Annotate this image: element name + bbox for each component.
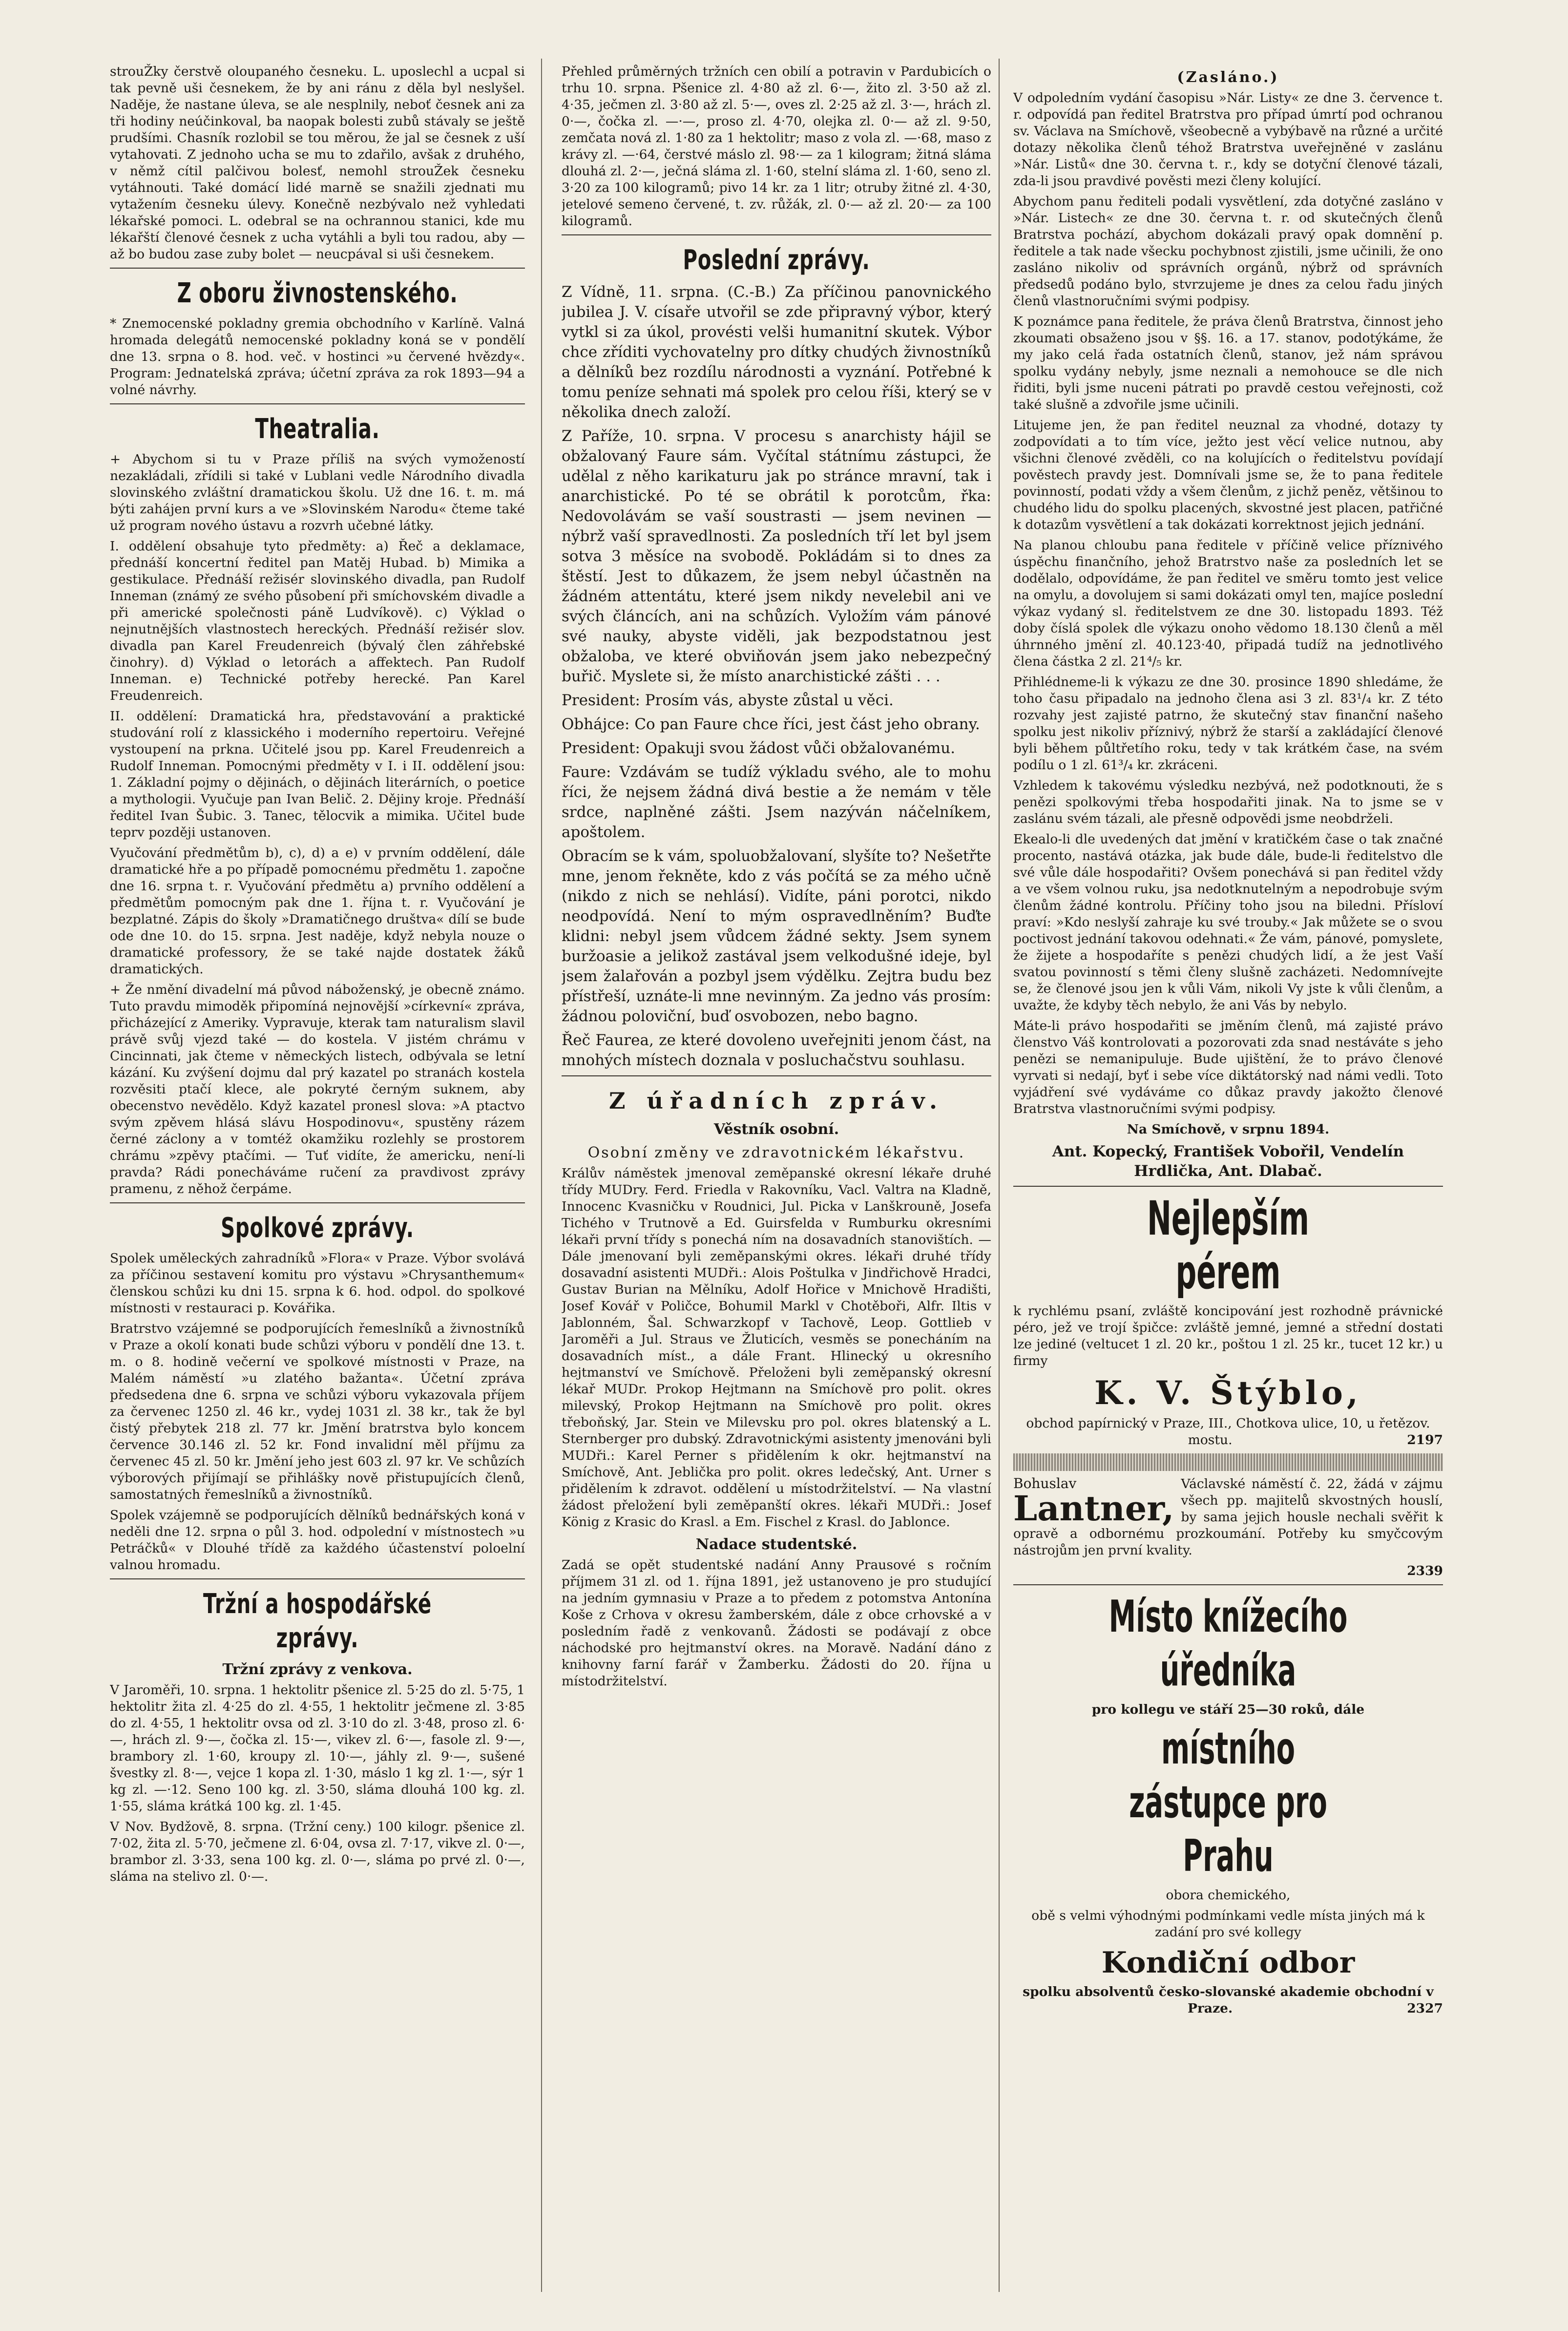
advert-firstname: Bohuslav <box>1013 1475 1077 1491</box>
news-item: Z Vídně, 11. srpna. (C.-B.) Za příčinou panovnického jubilea J. V. císaře utvořil se zde připravný výbor, který vytkl si za úkol, provésti velši humanitní skutek. Výbor chce zříditi vychovatelny pro dítky chudých živnostníků a dělníků bez rozdílu národnosti a vyznání. Potřebné k tomu peníze sehnati má spolek pro celou říši, který se v několika dnech založí. <box>562 283 991 421</box>
advert-lantner-name <box>1013 1475 1174 1529</box>
advert-title: Nejlepším pérem <box>1147 1191 1309 1300</box>
subheading: Tržní zprávy z venkova. <box>222 1661 413 1678</box>
divider-ornament <box>1013 1453 1443 1471</box>
news-item: Faure: Vzdávám se tudíž výkladu svého, ale to mohu říci, že nejsem žádná divá bestie a že nemám v těle srdce, naplněné zášti. Jsem nazýván náčelníkem, apoštolem. <box>562 763 991 841</box>
news-item: II. oddělení: Dramatická hra, představování a praktické studování rolí z klassického i moderního repertoiru. Veřejné vystoupení na prkna. Učitelé jsou pp. Karel Freudenreich a Rudolf Inneman. Pomocnými předměty v I. i II. oddělení jsou: 1. Základní pojmy o dějinách, o dějinách literárních, o poetice a mythologii. Vyučuje pan Ivan Belič. 2. Dějiny kroje. Přednáší ředitel Ivan Šubic. 3. Tanec, tělocvik a mimika. Učitel bude teprv později ustanoven. <box>110 709 525 840</box>
divider <box>562 1075 991 1076</box>
news-item: Z Paříže, 10. srpna. V procesu s anarchisty hájil se obžalovaný Faure sám. Vyčítal státnímu zástupci, že udělal z něho karikaturu jak po stránce mravní, tak i anarchistické. Po té se obrátil k porotcům, řka: Nedovolávám se vaší soustrasti — jsem nevinen — nýbrž vaší spravedlnosti. Za posledních tří let byl jsem sotva 3 měsíce na svobodě. Pokládám si to dnes za štěstí. Jest to důkazem, že jsem nebyl účastněn na žádném attentátu, které jsem nikdy nevelebil ani ve svých článcích, ani na schůzích. Vyložím vám pánové své nauky, abyste viděli, jak bezpodstatnou jest obžaloba, ve které obviňován jsem jako nebezpečný buřič. Myslete si, že místo anarchistické zášti . . . <box>562 427 991 685</box>
column-divider <box>541 59 542 2292</box>
advert-text: obě s velmi výhodnými podmínkami vedle místa jiných má k zadání pro své kollegy <box>1031 1908 1425 1940</box>
column-right <box>1013 63 1443 2302</box>
advert-firm: K. V. Štýblo, <box>1094 1374 1362 1412</box>
advert-text <box>1013 1984 1443 2017</box>
column-divider <box>999 59 1000 2292</box>
advert-firm: Kondiční odbor <box>1101 1946 1355 1980</box>
place-date: Na Smíchově, v srpnu 1894. <box>1127 1122 1330 1137</box>
news-item: President: Opakuji svou žádost vůči obžalovanému. <box>562 739 956 757</box>
advert-number: 2197 <box>1407 1432 1443 1448</box>
column-left <box>110 63 525 2302</box>
news-item: Obracím se k vám, spoluobžalovaní, slyšíte to? Nešetřte mne, jenom řekněte, kdo z vás počítá se za mého učně (nikdo z nich se nehlásí). Vidíte, páni porotci, nikdo neodpovídá. Není to mým ospravedlněním? Buďte klidni: nebyl jsem vůdcem žádné sekty. Jsem synem buržoasie a jelikož zastával jsem velkodušné ideje, byl jsem žalařován a pozbyl jsem výdělku. Zejtra budu bez přístřeší, uznáte-li mne nevinným. Za jedno vás prosím: žádnou poloviční, buď osvobozen, nebo bagno. <box>562 847 991 1025</box>
advert-address: spolku absolventů česko-slovanské akademie obchodní v Praze. <box>1023 1984 1434 2016</box>
section-heading-posledni: Poslední zprávy. <box>683 244 870 276</box>
advert-text: obora chemického, <box>1166 1888 1291 1903</box>
news-item: V Nov. Bydžově, 8. srpna. (Tržní ceny.) 100 kilogr. pšenice zl. 7·02, žita zl. 5·70, ječmene zl. 6·04, ovsa zl. 7·17, vikve zl. 0·—, brambor zl. 3·33, sena 100 kg. zl. 0·—, sláma po prvé zl. 0·—, sláma na stelivo zl. 0·—. <box>110 1819 525 1884</box>
section-heading-theatralia: Theatralia. <box>255 413 380 445</box>
news-item: I. oddělení obsahuje tyto předměty: a) Řeč a deklamace, přednáší koncertní ředitel pan Matěj Hubad. b) Mimika a gestikulace. Přednáší režisér slovinského divadla, pan Rudolf Inneman (známý ze svého působení při smíchovském divadle a při americké společnosti páně Ludvíkově). c) Výklad o nejnutnějších vlastnostech hereckých. Přednáší režisér slov. divadla pan Karel Freudenreich (bývalý člen záhřebské činohry). d) Výklad o letorách a affektech. Pan Rudolf Inneman. e) Technické potřeby herecké. Pan Karel Freudenreich. <box>110 539 525 703</box>
latest-news <box>562 282 991 1071</box>
letter-paragraph: V odpoledním vydání časopisu »Nár. Listy« ze dne 3. července t. r. odpovídá pan ředitel Bratrstva pro případ úmrtí pod ochranou sv. Václava na Smíchově, všeobecně a vybýbavě na různé a určité dotazy několika členů téhož Bratrstva uveřejněné v zaslánu »Nár. Listů« dne 30. června t. r., kdy se dotyční členové tázali, zda-li jsou pravdivé pověsti mezi členy kolující. <box>1013 90 1443 189</box>
section-heading-uradni: Z úřadních zpráv. <box>608 1088 944 1114</box>
news-item: Králův náměstek jmenoval zeměpanské okresní lékaře druhé třídy MUDry. Ferd. Friedla v Rakovníku, Vacl. Valtra na Kladně, Innocenc Kvasničku v Roudnici, Jul. Picka v Lanškrouně, Josefa Tichého v Trutnově a Ed. Guirsfelda v Rumburku okresními lékaři první třídy s ponechá ním na dosavadních stanovištích. — Dále jmenovaní byli zeměpanskými okres. lékaři druhé třídy dosavadní asistenti MUDři.: Alois Poštulka v Jindřichově Hradci, Gustav Burian na Mělníku, Adolf Hořice v Mnichově Hradišti, Josef Kovář v Poličce, Bohumil Markl v Chotěboři, Alfr. Iltis v Jablonném, Šal. Schwarzkopf v Tachově, Leop. Gottlieb v Jaroměři a Jul. Straus ve Žluticích, vesměs se ponecháním na dosavadních míst., a dále Frant. Hlinecký u okresního hejtmanství ve Smíchově. Přeloženi byli zeměpanský okresní lékař MUDr. Prokop Hejtmann na Smíchově pro polit. okres milevský, Prokop Hejtmann na Smíchově pro polit. okres třeboňský, Jar. Stein ve Milevsku pro pol. okres blatenský a L. Sternberger pro dubský. Zdravotnickými asistenty jmenováni byli MUDři.: Karel Perner s přidělením k okr. hejtmanství na Smíchově, Ant. Jeblička pro polit. okres ledečský, Ant. Urner s přidělením k zdravot. oddělení u místodržitelství. — Na vlastní žádost přeložení byli zeměpanští okres. lékaři MUDři.: Josef König z Krasic do Krasl. a Em. Fischel z Krasl. do Jablonce. <box>562 1166 991 1530</box>
letter-paragraph: Litujeme jen, že pan ředitel neuznal za vhodné, dotazy ty zodpovídati a to tím více, ježto jest věcí velice nutnou, aby všichni členové zvěděli, co na kolujících o ředitelstvu povídají pověstech pravdy jest. Domnívali jsme se, že to pana ředitele povinností, podati vždy a všem členům, z jichž peněz, většinou to chudého lidu do spolku placených, skvostné jest placen, patřičné k dotazům vysvětlení a tak dokázati korrektnost jejich jednání. <box>1013 418 1443 532</box>
divider <box>110 403 525 404</box>
subheading: Osobní změny ve zdravotnickém lékařstvu. <box>587 1144 965 1161</box>
letter-paragraph: Máte-li právo hospodařiti se jměním členů, má zajisté právo členstvo Váš kontrolovati a pozorovati zda snad nestáváte s jeho penězi se nemanipuluje. Bude ujištění, že to právo členové vyrvati si nedají, byť i sebe více diktátorský nad námi vedli. Toto vyjádření své vydáváme co důkaz pravdy jakožto členové Bratrstva vlastnoručními svými podpisy. <box>1013 1018 1443 1116</box>
advert-text: pro kollegu ve stáří 25—30 roků, dále <box>1091 1702 1365 1717</box>
subheading: Věstník osobní. <box>713 1121 839 1138</box>
article-continuation: strouŽky čerstvě oloupaného česneku. L. uposlechl a ucpal si tak pevně uši česnekem, že by ani ránu z děla byl neslyšel. Naděje, že nastane úleva, se ale nesplnily, neboť česnek ani za tři hodiny neúčinkoval, ba naopak bolesti zubů stávaly se ještě prudšími. Chasník rozlobil se tou měrou, že jal se česnek z uší vytahovati. Z jednoho ucha se mu to zdařilo, avšak z druhého, v němž cítil palčivou bolesť, nemohl strouŽek česneku vytáhnouti. Také domácí lidé marně se snažili zjednati mu vytažením česneku úlevy. Konečně nezbývalo než vyhledati lékařské pomoci. L. odebral se na ochrannou stanici, kde mu lékařští členové česnek z ucha vytáhli a byli tou radou, aby — až bo budou zase zuby bolet — neucpával si uši česnekem. <box>110 64 525 262</box>
advert-title: Místo knížecího úředníka <box>1108 1591 1348 1696</box>
advert-text: Václavské náměstí č. 22, žádá v zájmu všech pp. majitelů skvostných houslí, by sama jejich housle nechali svěřit k opravě a odbornému prozkoumání. Potřeby ku smyčcovým nástrojům jen první kvality. <box>1013 1476 1443 1558</box>
section-heading-spolkove: Spolkové zprávy. <box>221 1212 414 1244</box>
news-item: Řeč Faurea, ze které dovoleno uveřejniti jenom část, na mnohých místech doznala v posluchačstvu souhlasu. <box>562 1031 991 1069</box>
advert-lantner <box>1013 1476 1443 1579</box>
advert-title: místního zástupce pro Prahu <box>1129 1723 1327 1882</box>
signatures: Ant. Kopecký, František Vobořil, Vendelín Hrdlička, Ant. Dlabač. <box>1052 1143 1404 1180</box>
advert-address <box>1013 1415 1443 1449</box>
news-item: + Abychom si tu v Praze příliš na svých vymožeností nezakládali, zřídili si také v Lublani vedle Národního divadla slovinského zvláštní dramatickou školu. Už dne 16. t. m. má býti zahájen první kurs a ve »Slovinském Narodu« čteme také už program nového ústavu a rozvrh učebné látky. <box>110 452 525 533</box>
letter-paragraph: K poznámce pana ředitele, že práva členů Bratrstva, činnost jeho zkoumati obsaženo jsou v §§. 16. a 17. stanov, podotýkáme, že my jako celá řada ostatních členů, stanov, jež nám správou spolku vydány nebyly, jsme neznali a nemohouce se dle nich řiditi, byli jsme nuceni pátrati po pravdě cestou veřejnosti, což také slušně a zdvořile jsme učinili. <box>1013 314 1443 412</box>
advert-surname: Lantner, <box>1013 1488 1174 1529</box>
section-heading-trzni: Tržní a hospodářské zprávy. <box>203 1588 432 1654</box>
news-item: + Že nmění divadelní má původ náboženský, je obecně známo. Tuto pravdu mimoděk připomíná nejnovější »církevní« zpráva, přicházející z Ameriky. Vypravuje, kterak tam naturalism slavil právě svůj vjezd také — do kostela. V jistém chrámu v Cincinnati, jak čteme v německých listech, odbývala se letní kázání. Ku zvýšení dojmu dal prý kazatel po stranách kostela rozvěsiti ptačí klece, ale pokryté černým suknem, aby obecenstvo nevědělo. Když kazatel pronesl slova: »A ptactvo svým zpěvem hlásá slávu Hospodinovu«, spustěny rázem černé záclony a v tomtéž okamžiku rozlehly se prostorem chrámu »zpěvy ptačími. — Tuť vidíte, že americku, není-li pravda? Rádi ponecháváme ručení za pravdivost zprávy pramenu, z něhož čerpáme. <box>110 982 525 1197</box>
letter-paragraph: Na planou chloubu pana ředitele v příčině velice příznivého úspěchu finančního, jehož Bratrstvo naše za posledních let se dodělalo, odpovídáme, že pan ředitel ve směru tomto jest velice na omylu, a dovolujem si sami dokázati omyl ten, majíce poslední výkaz vydaný sl. ředitelstvem ze dne 30. listopadu 1893. Též doby číslá spolek dle výkazu onoho vědomo 18.130 členů a měl úhrnného jmění zl. 40.123·40, připadá tudíž na jednotlivého člena částka 2 zl. 21⁴/₅ kr. <box>1013 538 1443 669</box>
news-item: Bratrstvo vzájemné se podporujících řemeslníků a živnostníků v Praze a okolí konati bude schůzi výboru v pondělí dne 13. t. m. o 8. hodině večerní ve spolkové místnosti v Praze, na Malém náměstí »u zlatého bažanta«. Účetní zpráva předsedena dne 6. srpna ve schůzi výboru vykazovala příjem za červenec 1250 zl. 46 kr., vydej 1031 zl. 38 kr., tak že byl čistý přebytek 218 zl. 77 kr. Jmění bratrstva bylo koncem července 30.146 zl. 52 kr. Fond invalidní měl příjmu za červenec 45 zl. 50 kr. Jmění jeho jest 603 zl. 97 kr. Ve schůzích výborových přijímají se přihlášky nově přistupujících členů, samostatných řemeslníků a živnostníků. <box>110 1321 525 1502</box>
letter-paragraph: Ekealo-li dle uvedených dat jmění v kratičkém čase o tak značné procento, nastává otázka, jak bude dále, bude-li ředitelstvo dle své vůle dále hospodařiti? Ovšem ponechává si pan ředitel vždy a ve všem volnou ruku, jsa nedotknutelným a nepodrobuje svým členům žádné kontrolu. Příčiny toho jsou na biledni. Přísloví praví: »Kdo neslyší zahraje ku své trouby.« Jak můžete se o svou poctivost jednání takovou odehnati.« Že vám, pánové, pomyslete, že žijete a hospodaříte s penězi chudých lidí, a že jest Vaší svatou povinností s těmi členy slušně zacházeti. Nedomnívejte se, že členové jsou jen k vůli Vám, nikoli Vy jste k vůli členům, a uvažte, že kdyby těch nebylo, že ani Vás by nebylo. <box>1013 832 1443 1013</box>
advert-text: k rychlému psaní, zvláště koncipování jest rozhodně právnické péro, jež ve trojí špičce: zvláště jemné, jemné a střední dostati lze jediné (veltucet 1 zl. 20 kr., poštou 1 zl. 25 kr., tucet 12 kr.) u firmy <box>1013 1303 1443 1368</box>
address-text: obchod papírnický v Praze, III., Chotkova ulice, 10, u řetězov. mostu. <box>1026 1416 1430 1448</box>
news-item: Vyučování předmětům b), c), d) a e) v prvním oddělení, dále dramatické hře a po případě pomocnému předmětu 1. započne dne 16. srpna t. r. Vyučování předmětu a) prvního oddělení a předmětům pomocným pak dne 1. října t. r. Vyučování je bezplatné. Zápis do školy »Dramatičnego društva« dílí se bude ode dne 10. do 15. srpna. Jest naděje, když nebyla nouze o dramatické professory, že se také najde dostatek žáků dramatických. <box>110 845 525 977</box>
news-item: Spolek uměleckých zahradníků »Flora« v Praze. Výbor svolává za příčinou sestavení komitu pro výstavu »Chrysanthemum« členskou schůzi ku dni 15. srpna k 6. hod. odpol. do spolkové místnosti v restauraci p. Kovářika. <box>110 1251 525 1316</box>
news-item: President: Prosím vás, abyste zůstal u věci. <box>562 692 894 709</box>
advert-pen <box>1013 1192 1443 1449</box>
divider <box>1013 1584 1443 1585</box>
divider <box>562 234 991 235</box>
divider <box>110 268 525 269</box>
advert-number: 2327 <box>1407 2001 1443 2016</box>
section-heading-zivnostenske: Z oboru živnostenského. <box>177 277 458 309</box>
divider <box>1013 1186 1443 1187</box>
news-item: * Znemocenské pokladny gremia obchodního v Karlíně. Valná hromada delegátů nemocenské pokladny koná se v pondělí dne 13. srpna o 8. hod. več. v hostinci »u červené hvězdy«. Program: Jednatelská zpráva; účetní zpráva za rok 1893—94 a volné návrhy. <box>110 316 525 398</box>
news-item: V Jaroměři, 10. srpna. 1 hektolitr pšenice zl. 5·25 do zl. 5·75, 1 hektolitr žita zl. 4·25 do zl. 4·55, 1 hektolitr ječmene zl. 3·85 do zl. 4·55, 1 hektolitr ovsa od zl. 3·10 do zl. 3·48, proso zl. 6·—, hrách zl. 9·—, čočka zl. 15·—, vikev zl. 6·—, fasole zl. 9·—, brambory zl. 1·60, kroupy zl. 10·—, jáhly zl. 9·—, sušené švestky zl. 8·—, vejce 1 kopa zl. 1·30, máslo 1 kg zl. 1·—, sýr 1 kg zl. —·12. Seno 100 kg. zl. 3·50, sláma dlouhá 100 kg. zl. 1·55, sláma krátká 100 kg. zl. 1·45. <box>110 1682 525 1814</box>
subheading: Nadace studentské. <box>695 1536 857 1553</box>
letter-paragraph: Vzhledem k takovému výsledku nezbývá, než podotknouti, že s penězi spolkovými třeba hospodařiti jinak. Na to jsme se v zaslánu svém tázali, ale přesně odpovědi jsme neobdrželi. <box>1013 778 1443 826</box>
news-item: Obhájce: Co pan Faure chce říci, jest část jeho obrany. <box>562 715 980 733</box>
divider <box>110 1202 525 1203</box>
advert-job <box>1013 1590 1443 2017</box>
section-heading-zaslano: (Zasláno.) <box>1177 69 1279 86</box>
market-prices: Přehled průměrných tržních cen obilí a potravin v Pardubicích o trhu 10. srpna. Pšenice zl. 4·80 až zl. 6·—, žito zl. 3·50 až zl. 4·35, ječmen zl. 3·80 až zl. 5·—, oves zl. 2·25 až zl. 3·—, hrách zl. 0·—, čočka zl. —·—, proso zl. 4·70, olejka zl. 0·— až zl. 9·50, zemčata nová zl. 1·80 za 1 hektolitr; maso z vola zl. —·68, maso z krávy zl. —·64, čerstvé máslo zl. 98·— za 1 kilogram; žitná sláma dlouhá zl. 2·—, ječná sláma zl. 1·60, stelní sláma zl. 1·60, seno zl. 3·20 za 100 kilogramů; pivo 14 kr. za 1 litr; otruby žitné zl. 4·30, jetelové semeno červené, t. zv. růžák, zl. 0·— až zl. 20·— za 100 kilogramů. <box>562 64 991 229</box>
advert-number: 2339 <box>1407 1563 1443 1578</box>
news-item: Spolek vzájemně se podporujících dělníků bednářských koná v neděli dne 12. srpna o půl 3. hod. odpolední v místnostech »u Petráčků« v Dlouhé třídě za každého účastenství poloelní valnou hromadu. <box>110 1508 525 1573</box>
column-middle <box>562 63 991 2302</box>
letter-paragraph: Přihlédneme-li k výkazu ze dne 30. prosince 1890 shledáme, že toho času připadalo na jednoho člena asi 3 zl. 83¹/₄ kr. Z této rozvahy jest zajisté patrno, že skutečný stav finanční našeho spolku jest nikoliv příznivý, nýbrž že starší a zakládající členové byli během půltřetího roku, tedy v tak krátkém čase, na svém podílu o 1 zl. 61³/₄ kr. zkráceni. <box>1013 674 1443 773</box>
letter-paragraph: Abychom panu řediteli podali vysvětlení, zda dotyčné zasláno v »Nár. Listech« ze dne 30. června t. r. od skutečných členů Bratrstva pochází, abychom dokázali pravý opak domnění p. ředitele a tak nade všecku pochybnost zjistili, jsme učinili, že ono zasláno nikoliv od správních orgánů, nýbrž od správních předsedů podáno bylo, stvrzujeme je dnes za celou řadu jiných členů vlastnoručními svými podpisy. <box>1013 194 1443 309</box>
news-item: Zadá se opět studentské nadání Anny Prausové s ročním příjmem 31 zl. od 1. října 1891, jež ustanoveno je pro studující na jedním gymnasiu v Praze a to předem z potomstva Antonína Koše z Crhova v okresu žamberském, dále z obce crhovské a v posledním řadě z venkovanů. Žádosti se podávají z obce náchodské pro hejtmanství okres. na Moravě. Nadání dáno z knihovny farní farář v Žamberku. Žádosti do 20. října u místodržitelství. <box>562 1557 991 1689</box>
divider <box>110 1578 525 1579</box>
